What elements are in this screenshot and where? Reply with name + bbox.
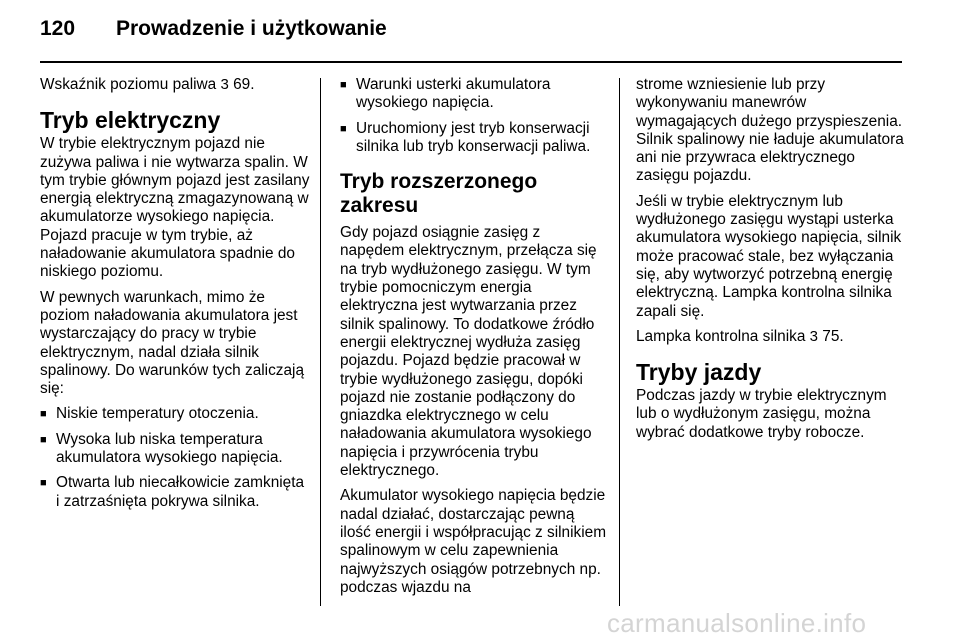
page-ref-arrow-icon: 3 [220,76,229,93]
header-rule [40,61,902,63]
page-header [0,0,960,58]
list-item-text: Uruchomiony jest tryb konserwacji silnika lub tryb konserwacji paliwa. [356,119,591,155]
page-number: 120 [40,17,76,40]
paragraph: W trybie elektrycznym pojazd nie zużywa paliwa i nie wytwarza spalin. W tym trybie głównym pojazd jest zasilany energią elektryczną zmagazynowaną w akumulatorze wysokiego napięcia. Pojazd pracuje w tym trybie, aż naładowanie akumulatora spadnie do niskiego poziomu. [40,135,310,281]
list-item-text: Wysoka lub niska temperatura akumulatora wysokiego napięcia. [56,430,283,467]
heading-extended-range-mode: Tryb rozszerzonego zakresu [340,170,538,218]
page-title: Prowadzenie i użytkowanie [116,17,387,40]
list-item [340,76,608,113]
conditions-list [40,405,310,510]
list-item-text: Niskie temperatury otoczenia. [56,405,259,423]
bullet-square-icon: ■ [40,433,47,446]
reference-text: Lampka kontrolna silnika [636,327,806,345]
bullet-square-icon: ■ [340,122,347,135]
list-item [40,431,310,468]
paragraph: W pewnych warunkach, mimo że poziom naładowania akumulatora jest wystarczający do pracy w trybie elektrycznym, nadal działa silnik spalinowy. Do warunków tych zaliczają się: [40,288,305,398]
column-divider [320,78,321,606]
reference-page: 75. [822,327,844,345]
paragraph: Akumulator wysokiego napięcia będzie nadal działać, dostarczając pewną ilość energii i współpracując z silnikiem spalinowym w celu zapewnienia najwyższych osiągów potrzebnych np. podczas wjazdu na [340,487,607,596]
column-3 [636,76,906,449]
list-item [340,120,608,157]
bullet-square-icon: ■ [340,79,347,91]
engine-lamp-reference [636,328,906,346]
column-1 [40,76,310,518]
reference-text: Wskaźnik poziomu paliwa [40,76,217,93]
column-2 [340,76,608,604]
list-item-text: Otwarta lub niecałkowicie zamknięta i zatrzaśnięta pokrywa silnika. [56,474,305,510]
heading-driving-modes: Tryby jazdy [636,359,762,386]
paragraph: Jeśli w trybie elektrycznym lub wydłużonego zasięgu wystąpi usterka akumulatora wysokiego napięcia, silnik może pracować stale, bez wyłączania się, aby wytworzyć potrzebną energię elektryczną. Lampka kontrolna silnika zapali się. [636,192,902,320]
paragraph: Podczas jazdy w trybie elektrycznym lub o wydłużonym zasięgu, można wybrać dodatkowe tryby robocze. [636,387,887,441]
list-item [40,474,310,511]
conditions-list-continued [340,76,608,156]
list-item-text: Warunki usterki akumulatora wysokiego napięcia. [356,76,551,112]
column-divider [619,78,620,606]
page-ref-arrow-icon: 3 [809,327,819,345]
fuel-gauge-reference [40,76,310,94]
list-item [40,405,310,423]
watermark: carmanualsonline.info [607,608,867,638]
paragraph: strome wzniesienie lub przy wykonywaniu manewrów wymagających dużego przyspieszenia. Silnik spalinowy nie ładuje akumulatora ani nie przywraca elektrycznego zasięgu pojazdu. [636,76,904,185]
heading-electric-mode: Tryb elektryczny [40,107,221,134]
reference-page: 69. [233,76,255,93]
paragraph: Gdy pojazd osiągnie zasięg z napędem elektrycznym, przełącza się na tryb wydłużonego zasięgu. W tym trybie pomocniczym energia elektryczna jest wytwarzania przez silnik spalinowy. To dodatkowe źródło energii elektrycznej wydłuża zasięg pojazdu. Pojazd będzie pracował w trybie wydłużonego zasięgu, dopóki pojazd nie zostanie podłączony do gniazdka elektrycznego w celu naładowania akumulatora wysokiego napięcia i przywrócenia trybu elektrycznego. [340,224,597,480]
bullet-square-icon: ■ [40,477,47,490]
bullet-square-icon: ■ [40,408,47,421]
